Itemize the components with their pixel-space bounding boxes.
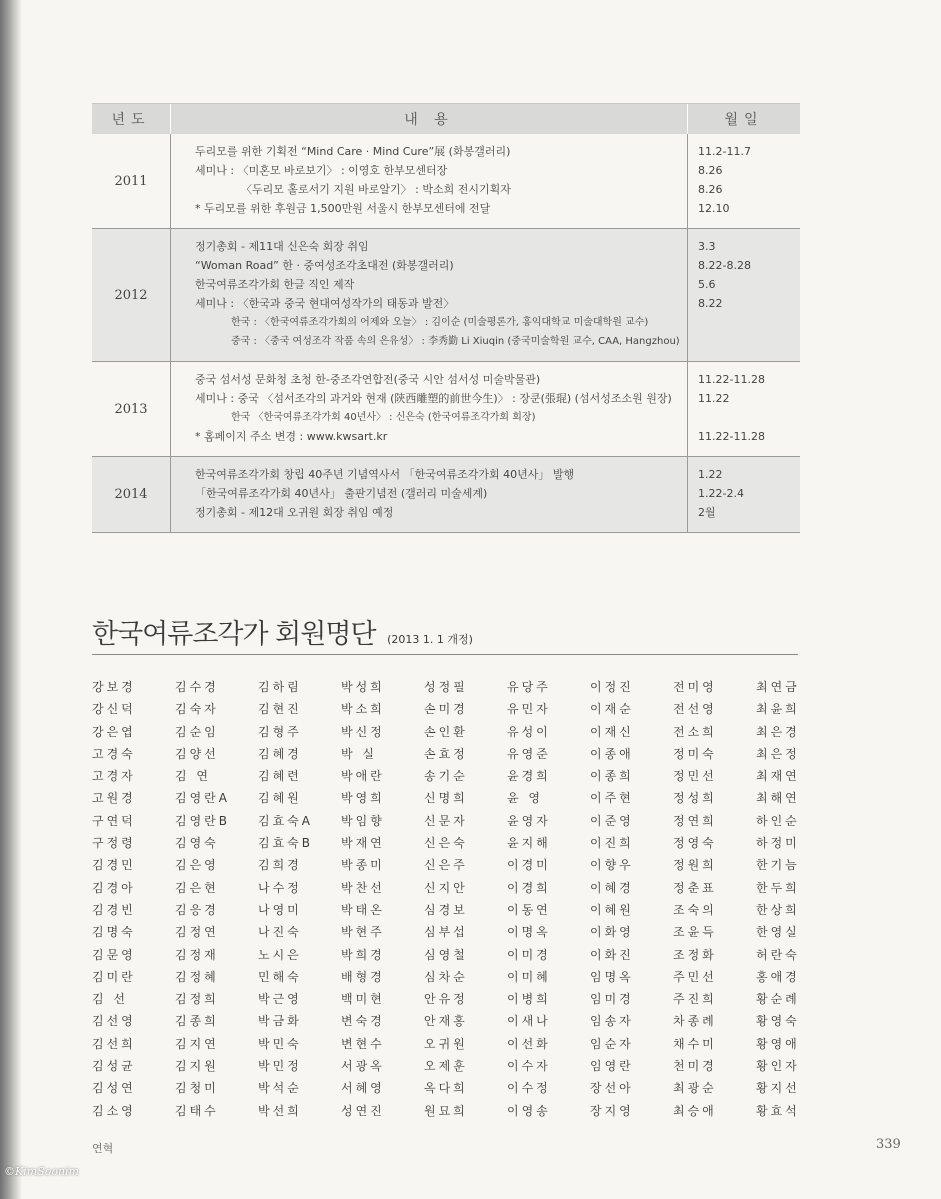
member-name: 김정희 [175,992,219,1007]
member-name: 김종희 [175,1014,219,1029]
member-name: 천미경 [673,1059,717,1074]
member-name: 주진희 [673,992,717,1007]
member-name: 임영란 [590,1059,634,1074]
history-item: 두리모를 위한 기획전 “Mind Care · Mind Cure”展 (화봉갤러리) [195,145,511,158]
history-item: 한국여류조각가회 한글 직인 제작 [195,278,355,291]
member-name: 이경희 [507,880,551,895]
member-name: 김하림 [258,680,302,694]
member-name: 송기순 [424,769,468,784]
member-name: 유당주 [507,680,551,694]
member-name: 박태온 [341,902,385,917]
history-item: 세미나 : 〈한국과 중국 현대여성작가의 태동과 발전〉 [195,297,455,310]
member-name: 김정혜 [175,969,219,984]
member-name: 김영란B [175,813,231,828]
history-date: 8.22 [698,297,723,310]
year-cell: 2012 [92,229,171,362]
member-name: 김응경 [175,902,219,917]
title-divider [92,654,798,655]
member-name: 신명희 [424,791,468,806]
member-name: 박임향 [341,813,385,828]
history-item: * 두리모를 위한 후원금 1,500만원 서울시 한부모센터에 전달 [195,202,491,215]
member-name: 김희경 [258,858,302,873]
member-name: 최은정 [756,746,800,761]
history-date: 3.3 [698,240,716,253]
member-name: 이혜원 [590,902,634,917]
member-name: 신은숙 [424,836,468,851]
history-row-2013 [92,362,800,457]
member-name: 이영송 [507,1103,551,1118]
member-name: 임순자 [590,1036,634,1051]
member-name: 손효정 [424,746,468,761]
member-name: 윤영자 [507,813,551,828]
member-name: 배형경 [341,969,385,984]
member-name: 김영란A [175,791,230,806]
member-name: 허란숙 [756,947,800,962]
year-cell: 2014 [92,457,171,533]
history-row-2011 [92,134,800,229]
member-name: 민해숙 [258,969,302,984]
members-subtitle: (2013 1. 1 개정) [387,633,473,646]
member-name: 김혜원 [258,791,302,806]
history-date: 8.26 [698,164,723,177]
book-spine-shadow [0,0,22,1199]
member-name: 옥다희 [424,1081,468,1096]
member-name: 김수경 [175,680,219,694]
year-cell: 2013 [92,362,171,457]
member-name: 이재신 [590,724,634,739]
member-name: 이미혜 [507,969,551,984]
page-number: 339 [876,1137,901,1152]
history-date: 1.22-2.4 [698,487,744,500]
header-date: 월일 [688,104,801,135]
member-name: 나수정 [258,880,302,895]
member-name: 유민자 [507,702,551,717]
member-name: 이종희 [590,769,634,784]
member-name: 황영애 [756,1036,800,1051]
history-item: 정기총회 - 제11대 신은숙 회장 취임 [195,240,369,253]
member-name: 장지영 [590,1103,634,1118]
member-name: 차종례 [673,1014,717,1029]
member-name: 이새나 [507,1014,551,1029]
member-name: 김혜련 [258,769,302,784]
member-name: 박영희 [341,791,385,806]
member-name: 박현주 [341,925,385,940]
member-name: 최광순 [673,1081,717,1096]
member-name: 이명옥 [507,925,551,940]
members-list [92,678,839,1124]
member-name: 강보경 [92,680,136,694]
member-name: 박재연 [341,836,385,851]
member-name: 오제훈 [424,1059,468,1074]
member-name: 황지선 [756,1081,800,1096]
member-name: 안유정 [424,992,468,1007]
member-name: 조숙의 [673,902,717,917]
member-name: 김지원 [175,1059,219,1074]
member-name: 박희경 [341,947,385,962]
member-name: 정연희 [673,813,717,828]
history-item: 중국 : 〈중국 여성조각 작품 속의 은유성〉 : 李秀勤 Li Xiuqin (중국미술학원 교수, CAA, Hangzhou) [231,336,680,347]
member-name: 오귀원 [424,1036,468,1051]
member-name: 이화영 [590,925,634,940]
member-name: 변숙경 [341,1014,385,1029]
member-name: 김태수 [175,1103,219,1118]
member-name: 김현진 [258,702,302,717]
member-name: 김형주 [258,724,302,739]
member-name: 구연덕 [92,813,136,828]
member-name: 이주현 [590,791,634,806]
member-name: 윤경희 [507,769,551,784]
member-name: 채수미 [673,1036,717,1051]
year-cell: 2011 [92,134,171,229]
history-item: 한국 〈한국여류조각가회 40년사〉 : 신은숙 (한국여류조각가회 회장) [231,412,536,423]
member-name: 심영철 [424,947,468,962]
history-date: 11.22-11.28 [698,430,765,443]
member-name: 성연진 [341,1103,385,1118]
member-name: 안재홍 [424,1014,468,1029]
member-name: 이수정 [507,1081,551,1096]
member-name: 서혜영 [341,1081,385,1096]
content-cell [171,134,688,229]
history-item: 한국 : 〈한국여류조각가회의 어제와 오늘〉 : 김이순 (미술평론가, 홍익대학교 미술대학원 교수) [231,317,649,328]
history-date: 2월 [698,506,716,519]
member-name: 나진숙 [258,925,302,940]
member-name: 정춘표 [673,880,717,895]
history-row-2012 [92,229,800,362]
member-name: 조정화 [673,947,717,962]
member-name: 나영미 [258,902,302,917]
member-name: 김성균 [92,1059,136,1074]
history-date: 11.2-11.7 [698,145,751,158]
member-name: 박민정 [258,1059,302,1074]
member-name: 이정진 [590,680,634,694]
history-date: 12.10 [698,202,730,215]
member-name: 김 연 [175,769,211,784]
member-name: 박종미 [341,858,385,873]
member-name: 김경민 [92,858,136,873]
member-name: 홍애경 [756,969,800,984]
content-cell [171,229,688,362]
member-name: 박석순 [258,1081,302,1096]
member-name: 박근영 [258,992,302,1007]
member-name: 손인환 [424,724,468,739]
history-row-2014 [92,457,800,533]
history-date: 8.26 [698,183,723,196]
content-cell [171,362,688,457]
member-name: 이병희 [507,992,551,1007]
member-name: 김경빈 [92,902,136,917]
member-name: 구정령 [92,836,136,851]
member-name: 김은영 [175,858,219,873]
member-name: 심부섭 [424,925,468,940]
member-name: 고원경 [92,791,136,806]
member-name: 유영준 [507,746,551,761]
member-name: 서광옥 [341,1059,385,1074]
history-date: 1.22 [698,468,723,481]
member-name: 전소희 [673,724,717,739]
member-name: 임명옥 [590,969,634,984]
member-name: 박금화 [258,1014,302,1029]
member-name: 김숙자 [175,702,219,717]
member-name: 이혜경 [590,880,634,895]
member-name: 이미경 [507,947,551,962]
member-name: 최재연 [756,769,800,784]
member-name: 최승애 [673,1103,717,1118]
member-name: 임송자 [590,1014,634,1029]
member-name: 김정연 [175,925,219,940]
history-table [92,103,800,533]
member-name: 신문자 [424,813,468,828]
member-name: 김양선 [175,746,219,761]
member-name: 김문영 [92,947,136,962]
member-name: 성정필 [424,680,468,694]
member-name: 이재순 [590,702,634,717]
history-item: 한국여류조각가회 창립 40주년 기념역사서 「한국여류조각가회 40년사」 발행 [195,468,575,481]
member-name: 한영실 [756,925,800,940]
member-name: 황순례 [756,992,800,1007]
member-name: 김소영 [92,1103,136,1118]
history-date: 8.22-8.28 [698,259,751,272]
member-name: 하정미 [756,836,800,851]
member-name: 윤 영 [507,791,543,806]
member-name: 김정재 [175,947,219,962]
member-name: 김은현 [175,880,219,895]
member-name: 원묘희 [424,1103,468,1118]
member-name: 장선아 [590,1081,634,1096]
member-name: 이향우 [590,858,634,873]
history-date [698,408,800,427]
member-name: 박찬선 [341,880,385,895]
member-name: 김경아 [92,880,136,895]
member-name: 고경숙 [92,746,136,761]
member-name: 강신덕 [92,702,136,717]
member-name: 윤지해 [507,836,551,851]
member-name: 김영숙 [175,836,219,851]
header-content: 내 용 [171,104,688,135]
member-name: 신지안 [424,880,468,895]
member-name: 이종애 [590,746,634,761]
member-name: 전미영 [673,680,717,694]
member-name: 정영숙 [673,836,717,851]
member-name: 정원희 [673,858,717,873]
member-name: 김지연 [175,1036,219,1051]
member-name: 이동연 [507,902,551,917]
member-name: 백미현 [341,992,385,1007]
history-item: 세미나 : 〈미혼모 바로보기〉 : 이영호 한부모센터장 [195,164,448,177]
member-name: 김선영 [92,1014,136,1029]
date-cell [688,362,801,457]
member-name: 한기늠 [756,858,800,873]
history-item: * 홈페이지 주소 변경 : www.kwsart.kr [195,430,388,443]
date-cell [688,457,801,533]
member-name: 김미란 [92,969,136,984]
member-name: 정민선 [673,769,717,784]
members-title: 한국여류조각가 회원명단 [92,619,376,650]
member-name: 박소희 [341,702,385,717]
member-name: 최해연 [756,791,800,806]
member-name: 변현수 [341,1036,385,1051]
member-name: 박성희 [341,680,385,694]
content-cell [171,457,688,533]
member-name: 박애란 [341,769,385,784]
member-name: 황영숙 [756,1014,800,1029]
section-footer: 연혁 [92,1142,114,1155]
member-name: 조윤득 [673,925,717,940]
member-name: 신은주 [424,858,468,873]
member-name: 박신정 [341,724,385,739]
member-name: 심차순 [424,969,468,984]
member-name: 전선영 [673,702,717,717]
members-heading [92,612,473,651]
date-cell [688,229,801,362]
member-name: 노시은 [258,947,302,962]
member-name: 황효석 [756,1103,800,1118]
member-name: 정미숙 [673,746,717,761]
history-item: 정기총회 - 제12대 오귀원 회장 취임 예정 [195,506,394,519]
history-item: “Woman Road” 한 · 중여성조각초대전 (화봉갤러리) [195,259,454,272]
history-item: 「한국여류조각가회 40년사」 출판기념전 (갤러리 미술세계) [195,487,488,500]
member-name: 최은경 [756,724,800,739]
member-name: 박민숙 [258,1036,302,1051]
member-name: 최윤희 [756,702,800,717]
member-name: 하인순 [756,813,800,828]
member-name: 이준영 [590,813,634,828]
member-name: 한상희 [756,902,800,917]
member-name: 이경미 [507,858,551,873]
member-name: 김청미 [175,1081,219,1096]
member-name: 이진희 [590,836,634,851]
member-name: 임미경 [590,992,634,1007]
member-name: 정성희 [673,791,717,806]
member-name: 김효숙B [258,836,314,851]
history-item: 중국 섬서성 문화청 초청 한-중조각연합전(중국 시안 섬서성 미술박물관) [195,373,541,386]
history-date: 11.22 [698,392,730,405]
member-name: 김효숙A [258,813,313,828]
member-name: 손미경 [424,702,468,717]
date-cell [688,134,801,229]
member-name: 김순임 [175,724,219,739]
member-name: 황인자 [756,1059,800,1074]
member-name: 고경자 [92,769,136,784]
history-date: 11.22-11.28 [698,373,765,386]
member-name: 박선희 [258,1103,302,1118]
watermark: ©KimSoonim [4,1165,79,1178]
member-name: 김명숙 [92,925,136,940]
member-name: 김선희 [92,1036,136,1051]
member-name: 김혜경 [258,746,302,761]
member-name: 이수자 [507,1059,551,1074]
member-name: 최연금 [756,680,800,694]
header-year: 년도 [92,104,171,135]
member-name: 주민선 [673,969,717,984]
member-name: 한두희 [756,880,800,895]
history-date: 5.6 [698,278,716,291]
member-name: 박 실 [341,746,377,761]
member-name: 유성이 [507,724,551,739]
member-name: 김 선 [92,992,128,1007]
member-name: 심경보 [424,902,468,917]
member-name: 이선화 [507,1036,551,1051]
member-name: 김성연 [92,1081,136,1096]
history-item: 세미나 : 중국 〈섬서조각의 과거와 현재 (陝西雕塑的前世今生)〉 : 장쿤(張琨) (섬서성조소원 원장) [195,392,672,405]
history-item: 〈두리모 홀로서기 지원 바로알기〉 : 박소희 전시기획자 [241,183,511,196]
member-name: 강은엽 [92,724,136,739]
member-name: 이화진 [590,947,634,962]
